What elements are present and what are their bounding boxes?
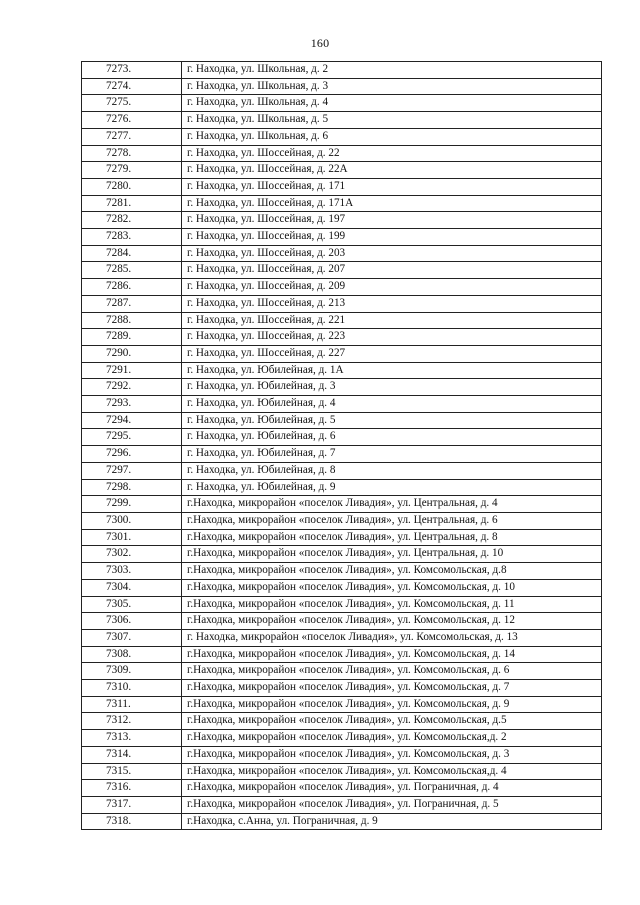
table-row <box>82 62 602 79</box>
table-row <box>82 229 602 246</box>
table-row <box>82 629 602 646</box>
row-number: 7309. <box>82 663 182 680</box>
row-number: 7293. <box>82 396 182 413</box>
row-address: г. Находка, ул. Шоссейная, д. 22А <box>182 162 602 179</box>
table-row <box>82 128 602 145</box>
table-row <box>82 713 602 730</box>
row-address: г. Находка, ул. Шоссейная, д. 197 <box>182 212 602 229</box>
row-address: г.Находка, микрорайон «поселок Ливадия», ул. Комсомольская, д. 10 <box>182 579 602 596</box>
table-row <box>82 162 602 179</box>
row-address: г.Находка, микрорайон «поселок Ливадия», ул. Комсомольская, д. 11 <box>182 596 602 613</box>
row-address: г. Находка, ул. Юбилейная, д. 7 <box>182 446 602 463</box>
row-number: 7302. <box>82 546 182 563</box>
row-number: 7276. <box>82 112 182 129</box>
row-address: г. Находка, ул. Шоссейная, д. 22 <box>182 145 602 162</box>
table-row <box>82 763 602 780</box>
table-row <box>82 796 602 813</box>
row-number: 7275. <box>82 95 182 112</box>
row-number: 7294. <box>82 412 182 429</box>
row-address: г.Находка, микрорайон «поселок Ливадия», ул. Центральная, д. 4 <box>182 496 602 513</box>
row-number: 7296. <box>82 446 182 463</box>
row-address: г.Находка, микрорайон «поселок Ливадия», ул. Комсомольская, д.5 <box>182 713 602 730</box>
row-address: г.Находка, микрорайон «поселок Ливадия», ул. Центральная, д. 10 <box>182 546 602 563</box>
table-row <box>82 345 602 362</box>
address-table-body <box>82 62 602 830</box>
row-address: г.Находка, микрорайон «поселок Ливадия», ул. Центральная, д. 8 <box>182 529 602 546</box>
row-number: 7273. <box>82 62 182 79</box>
row-number: 7317. <box>82 796 182 813</box>
table-row <box>82 646 602 663</box>
row-number: 7312. <box>82 713 182 730</box>
row-address: г. Находка, ул. Шоссейная, д. 209 <box>182 279 602 296</box>
row-number: 7295. <box>82 429 182 446</box>
row-address: г. Находка, ул. Шоссейная, д. 203 <box>182 245 602 262</box>
row-number: 7298. <box>82 479 182 496</box>
row-address: г.Находка, микрорайон «поселок Ливадия», ул. Комсомольская, д. 14 <box>182 646 602 663</box>
row-address: г. Находка, ул. Школьная, д. 6 <box>182 128 602 145</box>
table-row <box>82 746 602 763</box>
table-row <box>82 329 602 346</box>
table-row <box>82 212 602 229</box>
row-number: 7278. <box>82 145 182 162</box>
row-number: 7308. <box>82 646 182 663</box>
table-row <box>82 379 602 396</box>
table-row <box>82 312 602 329</box>
row-number: 7314. <box>82 746 182 763</box>
row-number: 7279. <box>82 162 182 179</box>
table-row <box>82 529 602 546</box>
table-row <box>82 663 602 680</box>
row-number: 7280. <box>82 178 182 195</box>
table-row <box>82 696 602 713</box>
row-number: 7304. <box>82 579 182 596</box>
row-number: 7290. <box>82 345 182 362</box>
table-row <box>82 563 602 580</box>
row-address: г.Находка, микрорайон «поселок Ливадия», ул. Комсомольская, д.8 <box>182 563 602 580</box>
table-row <box>82 429 602 446</box>
row-number: 7310. <box>82 680 182 697</box>
row-number: 7315. <box>82 763 182 780</box>
table-row <box>82 195 602 212</box>
table-row <box>82 78 602 95</box>
row-address: г. Находка, ул. Шоссейная, д. 171А <box>182 195 602 212</box>
table-row <box>82 279 602 296</box>
row-address: г. Находка, ул. Юбилейная, д. 9 <box>182 479 602 496</box>
row-address: г. Находка, ул. Школьная, д. 2 <box>182 62 602 79</box>
row-address: г. Находка, ул. Юбилейная, д. 6 <box>182 429 602 446</box>
table-row <box>82 479 602 496</box>
table-row <box>82 145 602 162</box>
row-number: 7307. <box>82 629 182 646</box>
table-row <box>82 813 602 830</box>
row-number: 7299. <box>82 496 182 513</box>
row-address: г. Находка, ул. Шоссейная, д. 199 <box>182 229 602 246</box>
row-number: 7301. <box>82 529 182 546</box>
row-number: 7277. <box>82 128 182 145</box>
table-row <box>82 680 602 697</box>
row-address: г. Находка, микрорайон «поселок Ливадия», ул. Комсомольская, д. 13 <box>182 629 602 646</box>
row-number: 7316. <box>82 780 182 797</box>
row-number: 7306. <box>82 613 182 630</box>
row-number: 7286. <box>82 279 182 296</box>
table-row <box>82 295 602 312</box>
table-row <box>82 730 602 747</box>
row-address: г.Находка, микрорайон «поселок Ливадия», ул. Комсомольская, д. 6 <box>182 663 602 680</box>
table-row <box>82 112 602 129</box>
row-address: г.Находка, микрорайон «поселок Ливадия», ул. Пограничная, д. 5 <box>182 796 602 813</box>
table-row <box>82 546 602 563</box>
row-number: 7291. <box>82 362 182 379</box>
row-address: г. Находка, ул. Школьная, д. 5 <box>182 112 602 129</box>
table-row <box>82 396 602 413</box>
row-address: г. Находка, ул. Юбилейная, д. 1А <box>182 362 602 379</box>
row-address: г.Находка, микрорайон «поселок Ливадия», ул. Пограничная, д. 4 <box>182 780 602 797</box>
table-row <box>82 579 602 596</box>
table-row <box>82 596 602 613</box>
row-address: г. Находка, ул. Шоссейная, д. 213 <box>182 295 602 312</box>
row-address: г. Находка, ул. Школьная, д. 4 <box>182 95 602 112</box>
row-address: г.Находка, микрорайон «поселок Ливадия», ул. Комсомольская,д. 2 <box>182 730 602 747</box>
row-number: 7303. <box>82 563 182 580</box>
table-row <box>82 245 602 262</box>
row-number: 7285. <box>82 262 182 279</box>
row-address: г. Находка, ул. Шоссейная, д. 227 <box>182 345 602 362</box>
table-row <box>82 262 602 279</box>
table-row <box>82 512 602 529</box>
row-number: 7318. <box>82 813 182 830</box>
row-address: г.Находка, микрорайон «поселок Ливадия», ул. Комсомольская, д. 9 <box>182 696 602 713</box>
row-address: г. Находка, ул. Шоссейная, д. 171 <box>182 178 602 195</box>
row-number: 7283. <box>82 229 182 246</box>
row-number: 7300. <box>82 512 182 529</box>
row-address: г. Находка, ул. Юбилейная, д. 5 <box>182 412 602 429</box>
table-row <box>82 613 602 630</box>
table-row <box>82 446 602 463</box>
row-number: 7281. <box>82 195 182 212</box>
row-number: 7284. <box>82 245 182 262</box>
table-row <box>82 95 602 112</box>
table-row <box>82 412 602 429</box>
table-row <box>82 780 602 797</box>
page-number: 160 <box>310 36 330 50</box>
row-address: г. Находка, ул. Юбилейная, д. 3 <box>182 379 602 396</box>
row-address: г.Находка, микрорайон «поселок Ливадия», ул. Комсомольская, д. 3 <box>182 746 602 763</box>
table-row <box>82 362 602 379</box>
row-number: 7305. <box>82 596 182 613</box>
table-row <box>82 462 602 479</box>
row-address: г.Находка, микрорайон «поселок Ливадия», ул. Комсомольская, д. 7 <box>182 680 602 697</box>
row-address: г.Находка, микрорайон «поселок Ливадия», ул. Комсомольская, д. 12 <box>182 613 602 630</box>
row-address: г.Находка, с.Анна, ул. Пограничная, д. 9 <box>182 813 602 830</box>
row-number: 7287. <box>82 295 182 312</box>
row-number: 7288. <box>82 312 182 329</box>
row-number: 7297. <box>82 462 182 479</box>
row-number: 7289. <box>82 329 182 346</box>
row-address: г. Находка, ул. Школьная, д. 3 <box>182 78 602 95</box>
table-row <box>82 178 602 195</box>
row-number: 7274. <box>82 78 182 95</box>
row-address: г. Находка, ул. Шоссейная, д. 221 <box>182 312 602 329</box>
table-row <box>82 496 602 513</box>
row-address: г.Находка, микрорайон «поселок Ливадия», ул. Центральная, д. 6 <box>182 512 602 529</box>
row-number: 7311. <box>82 696 182 713</box>
row-address: г.Находка, микрорайон «поселок Ливадия», ул. Комсомольская,д. 4 <box>182 763 602 780</box>
address-table <box>81 61 602 830</box>
row-address: г. Находка, ул. Шоссейная, д. 223 <box>182 329 602 346</box>
row-number: 7313. <box>82 730 182 747</box>
row-address: г. Находка, ул. Юбилейная, д. 8 <box>182 462 602 479</box>
row-number: 7282. <box>82 212 182 229</box>
row-number: 7292. <box>82 379 182 396</box>
row-address: г. Находка, ул. Юбилейная, д. 4 <box>182 396 602 413</box>
row-address: г. Находка, ул. Шоссейная, д. 207 <box>182 262 602 279</box>
